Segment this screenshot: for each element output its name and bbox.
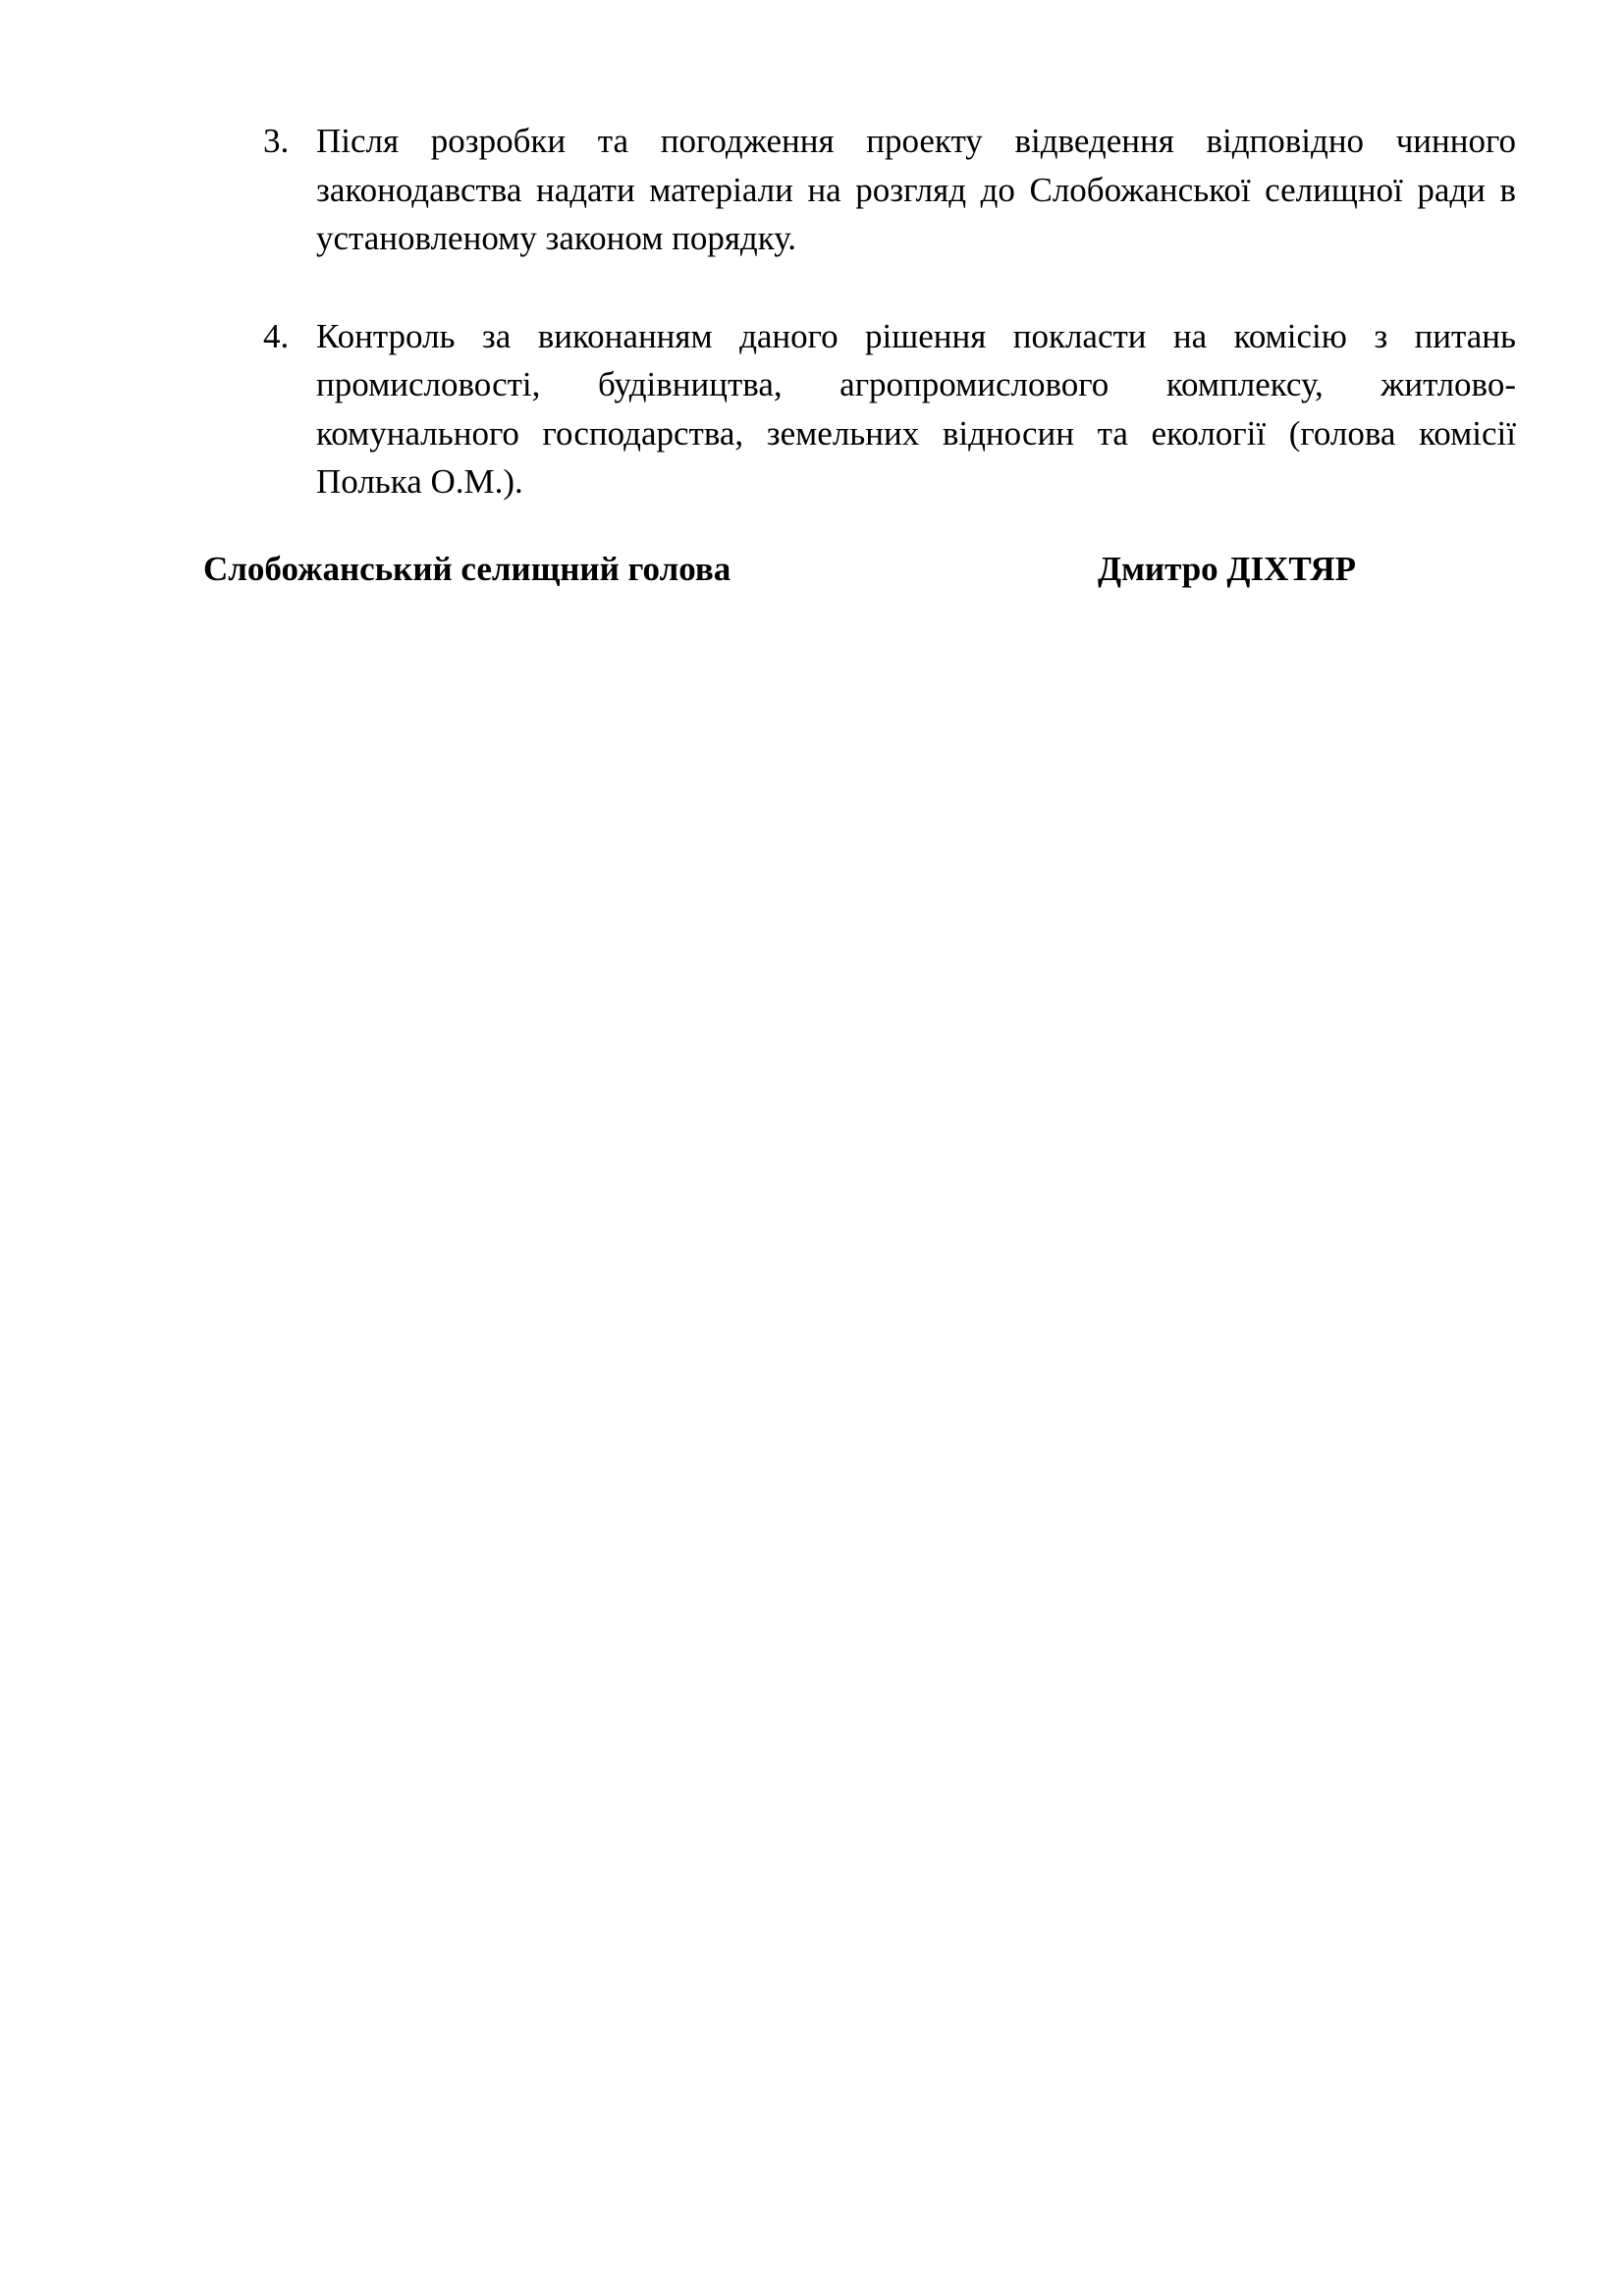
decision-items-list bbox=[263, 117, 1516, 507]
decision-item-3 bbox=[263, 117, 1516, 263]
signature-block bbox=[203, 545, 1411, 594]
decision-item-number: 3. bbox=[263, 122, 290, 160]
decision-item-number: 4. bbox=[263, 316, 290, 355]
signatory-name: Дмитро ДІХТЯР bbox=[1098, 550, 1357, 588]
decision-item-text: Після розробки та погодження проекту відведення відповідно чинного законодавства надати матеріали на розгляд до Слобожанської селищної ради в установленому законом порядку. bbox=[316, 122, 1516, 257]
decision-item-4 bbox=[263, 312, 1516, 507]
signatory-position: Слобожанський селищний голова bbox=[203, 550, 731, 588]
decision-item-text: Контроль за виконанням даного рішення покласти на комісію з питань промисловості, будівництва, агропромислового комплексу, житлово-комунального господарства, земельних відносин та екології (голова комісії Полька О.М.). bbox=[316, 316, 1516, 501]
